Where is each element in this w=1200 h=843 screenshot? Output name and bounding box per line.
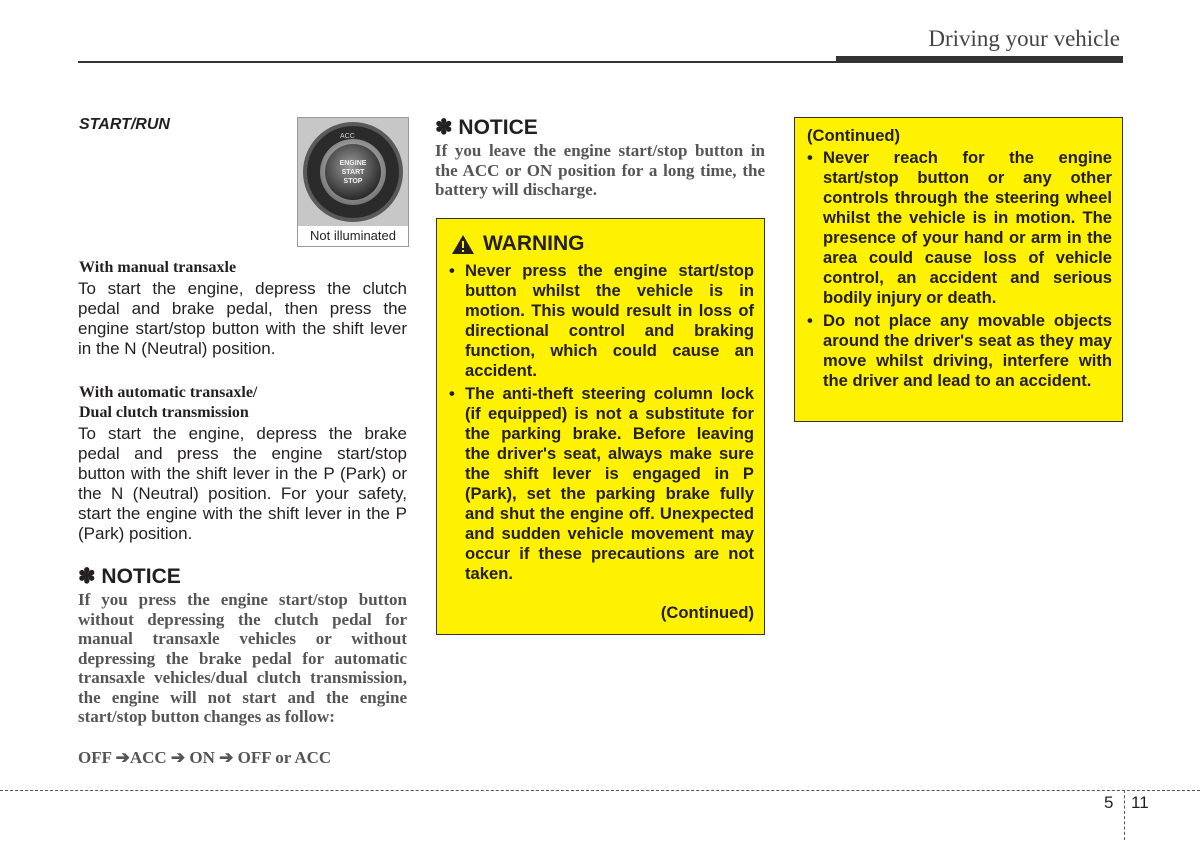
ring-label: ACC (340, 133, 355, 140)
warning-list-continued (805, 148, 1112, 391)
svg-text:START: START (341, 169, 365, 176)
warning-item: • Do not place any movable objects around the driver's seat as they may move whilst driving, interfere with the driver and lead to an accident. (805, 311, 1112, 391)
footer-vertical-divider (1124, 790, 1125, 840)
svg-text:ENGINE: ENGINE (339, 160, 367, 167)
warning-title: WARNING (483, 232, 585, 255)
notice-title: ✽ NOTICE (78, 565, 181, 588)
start-stop-button-icon (298, 118, 408, 226)
warning-item: • Never press the engine start/stop button whilst the vehicle is in motion. This would result in loss of directional control and braking function, which could cause an accident. (447, 261, 754, 381)
notice-text-2: If you leave the engine start/stop button in the ACC or ON position for a long time, the battery will discharge. (435, 141, 765, 199)
warning-item: • Never reach for the engine start/stop button or any other controls through the steering wheel whilst the vehicle is in motion. The presence of your hand or arm in the area could cause loss of vehicle control, an accident and serious bodily injury or death. (805, 148, 1112, 308)
warning-box-continued (794, 117, 1123, 422)
start-button-photo (298, 118, 408, 226)
warning-triangle-icon (451, 234, 475, 255)
notice-title-2: ✽ NOTICE (435, 116, 538, 139)
section-title: START/RUN (79, 116, 170, 133)
warning-continued: (Continued) (660, 603, 754, 622)
manual-text: To start the engine, depress the clutch pedal and brake pedal, then press the engine start/stop button with the shift lever in the N (Neutral) position. (78, 279, 407, 358)
chapter-number: 5 (1104, 793, 1114, 812)
footer-divider (0, 790, 1200, 791)
automatic-heading-1: With automatic transaxle/ (79, 384, 258, 401)
header-rule-thick (836, 56, 1123, 63)
page-number: 11 (1131, 793, 1149, 812)
continued-heading: (Continued) (807, 126, 901, 145)
start-button-figure (297, 117, 409, 247)
automatic-heading-2: Dual clutch transmission (79, 404, 249, 421)
warning-header (451, 232, 585, 256)
header-rule (78, 61, 836, 63)
warning-list (447, 261, 754, 584)
notice-text: If you press the engine start/stop button without depressing the clutch pedal for manual transaxle vehicles or without depressing the brake pedal for automatic transaxle vehicles/dual clutch transmission, the engine will not start and the engine start/stop button changes as follow: (78, 590, 407, 726)
warning-box (436, 218, 765, 635)
svg-text:STOP: STOP (343, 178, 363, 185)
warning-item: • The anti-theft steering column lock (if equipped) is not a substitute for the parking brake. Before leaving the driver's seat, always make sure the shift lever is engaged in P (Park), set the parking brake fully and shut the engine off. Unexpected and sudden vehicle movement may occur if these precautions are not taken. (447, 384, 754, 584)
header-title: Driving your vehicle (928, 26, 1120, 51)
manual-heading: With manual transaxle (79, 259, 237, 276)
automatic-text: To start the engine, depress the brake pedal and press the engine start/stop button with the shift lever in the P (Park) or the N (Neutral) position. For your safety, start the engine with the shift lever in the P (Park) position. (78, 424, 407, 543)
image-caption: Not illuminated (310, 228, 396, 243)
notice-sequence: OFF ➔ACC ➔ ON ➔ OFF or ACC (78, 748, 332, 767)
